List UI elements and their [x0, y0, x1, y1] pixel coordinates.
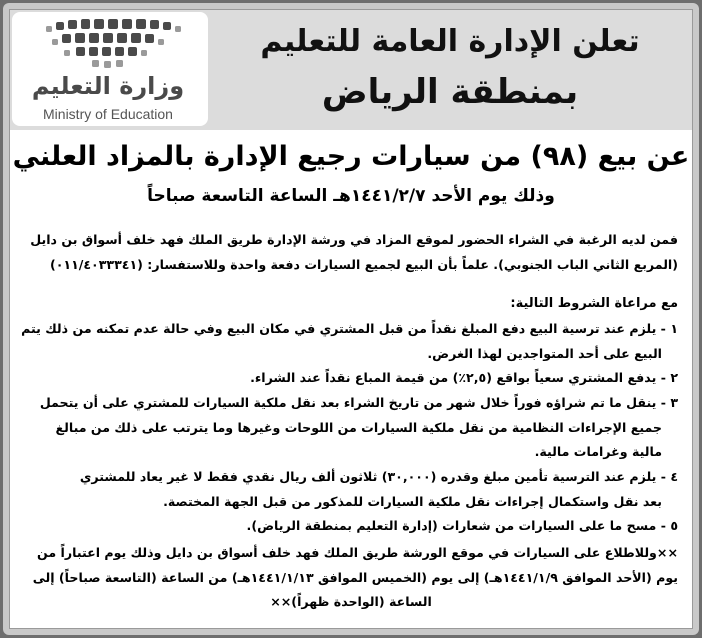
headline-line-1: تعلن الإدارة العامة للتعليم — [260, 24, 640, 59]
ad-frame — [3, 3, 699, 635]
ad-content — [9, 9, 693, 629]
auction-date: وذلك يوم الأحد ١٤٤١/٢/٧هـ الساعة التاسعة صباحاً — [147, 186, 555, 206]
conditions-heading: مع مراعاة الشروط التالية: — [510, 296, 678, 311]
condition-line: مالية وغرامات مالية. — [534, 444, 662, 459]
visit-line: الساعة (الواحدة ظهراً)×× — [270, 594, 432, 609]
visit-line: ××وللاطلاع على السيارات في موقع الورشة طريق الملك فهد خلف أسواق بن دايل وذلك يوم اعتباراً من — [37, 545, 678, 560]
intro-paragraph — [24, 228, 678, 277]
condition-item — [21, 317, 678, 366]
ministry-emblem-icon — [16, 14, 208, 74]
condition-line: ٢ - يدفع المشتري سعياً بواقع (٢,٥٪) من قيمة المباع نقداً عند الشراء. — [250, 370, 678, 385]
condition-line: ٤ - يلزم عند الترسية تأمين مبلغ وقدره (٣٠,٠٠٠) ثلاثون ألف ريال نقدي فقط لا غير يعاد للمشتري — [79, 469, 678, 484]
auction-title: عن بيع (٩٨) من سيارات رجيع الإدارة بالمزاد العلني — [12, 141, 690, 172]
condition-line: ١ - يلزم عند ترسية البيع دفع المبلغ نقداً من قبل المشتري في مكان البيع وفي حالة عدم تمكنه من ذلك يتم — [21, 321, 678, 336]
visit-note — [24, 541, 678, 615]
condition-item — [24, 391, 678, 465]
condition-line: ٣ - ينقل ما تم شراؤه فوراً خلال شهر من تاريخ الشراء بعد نقل ملكية السيارات للمشتري على أن يتحمل — [39, 395, 678, 410]
intro-line: (المربع الثاني الباب الجنوبي). علماً بأن البيع لجميع السيارات دفعة واحدة وللاستفسار: (٠١١/٤٠٣٣٣٤١) — [49, 256, 678, 272]
ministry-logo — [12, 12, 208, 126]
condition-line: بعد نقل واستكمال إجراءات نقل ملكية السيارات للمذكور من قبل الجهة المختصة. — [163, 493, 662, 509]
visit-line: يوم (الأحد الموافق ١٤٤١/١/٩هـ) إلى يوم (الخميس الموافق ١٤٤١/١/١٣هـ) من الساعة (التاسعة صباحاً) إلى — [32, 569, 678, 585]
ad-header — [10, 10, 692, 130]
ministry-name-arabic: وزارة التعليم — [31, 72, 185, 100]
condition-item — [24, 465, 678, 514]
headline-line-2: بمنطقة الرياض — [321, 72, 579, 112]
condition-line: ٥ - مسح ما على السيارات من شعارات (إدارة التعليم بمنطقة الرياض). — [246, 518, 678, 533]
condition-item — [24, 514, 678, 539]
condition-line: جميع الإجراءات النظامية من نقل ملكية السيارات من اللوحات وغيرها وما يترتب على ذلك من مبالغ — [55, 419, 662, 435]
intro-line: فمن لديه الرغبة في الشراء الحضور لموقع المزاد في ورشة الإدارة طريق الملك فهد خلف أسواق بن دايل — [30, 232, 678, 247]
condition-line: البيع على أحد المتواجدين لهذا الغرض. — [427, 345, 662, 361]
condition-item — [24, 366, 678, 391]
ministry-name-english: Ministry of Education — [43, 106, 173, 122]
